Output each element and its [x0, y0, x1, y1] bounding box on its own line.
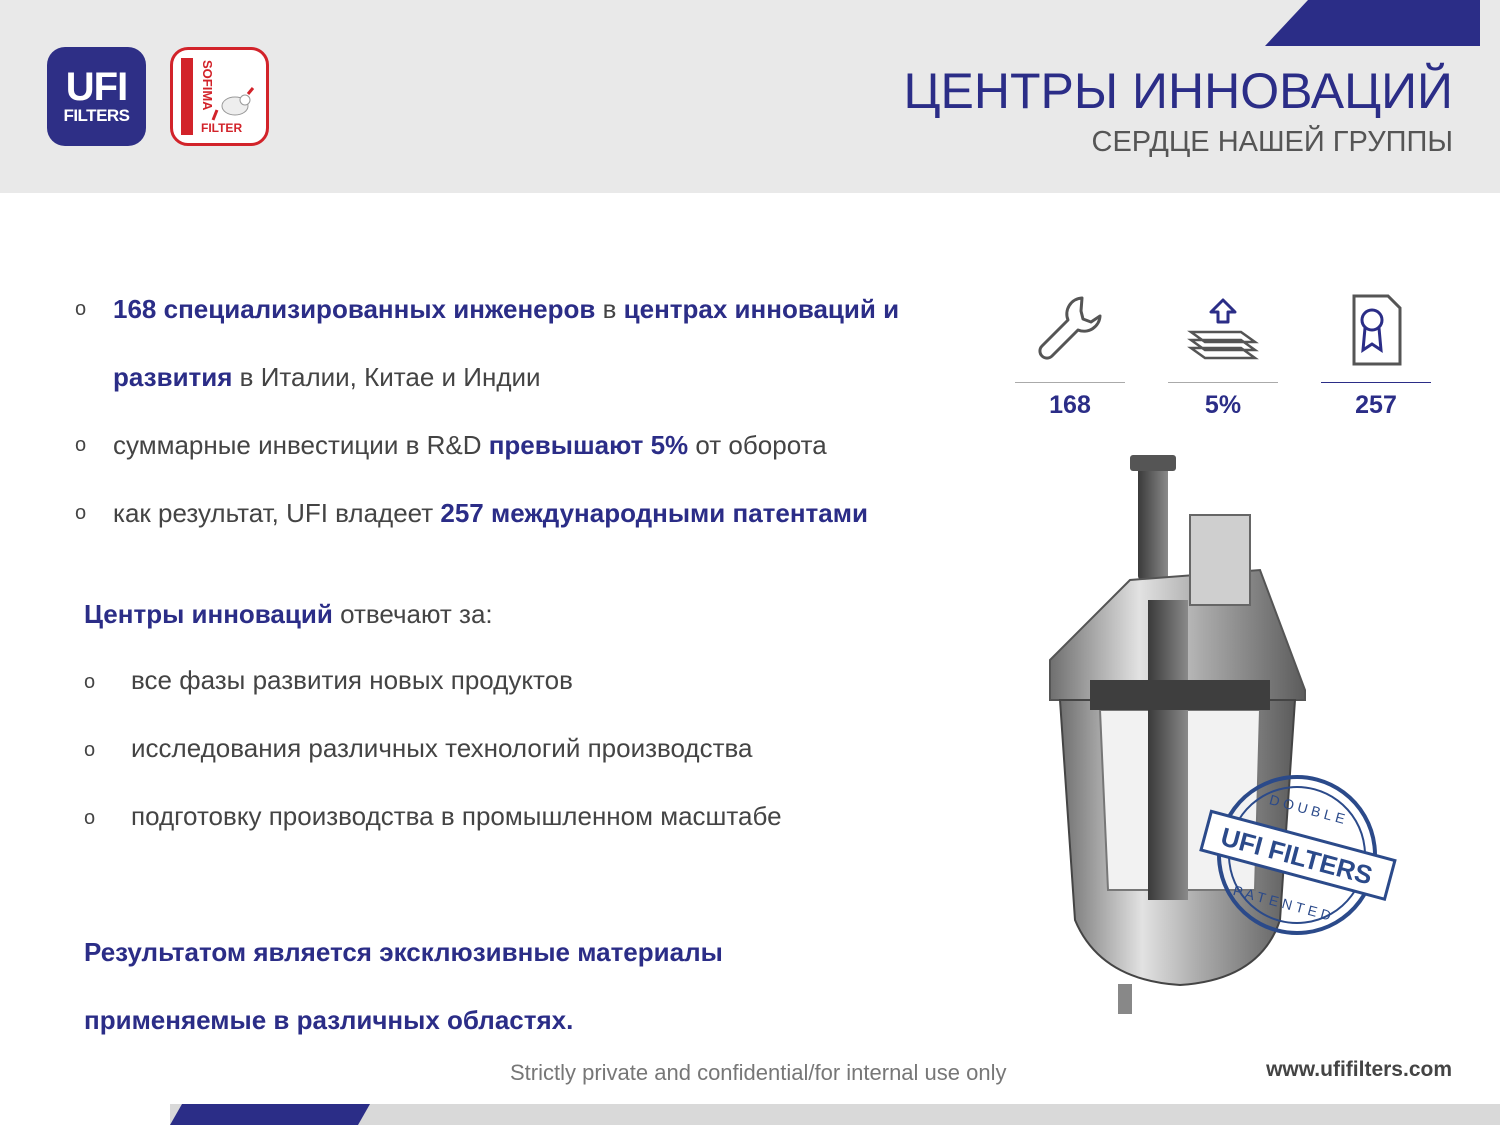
investment-stack-icon	[1183, 290, 1263, 370]
bullet-marker: o	[84, 807, 96, 829]
stat-divider	[1168, 382, 1278, 383]
text-bold: 168 специализированных инженеров	[113, 294, 596, 324]
stat-value: 5%	[1204, 391, 1242, 419]
list-item-text: исследования различных технологий производства	[131, 733, 753, 763]
patent-certificate-icon	[1336, 290, 1416, 370]
text-bold: Центры инноваций	[84, 599, 333, 629]
stat-value: 257	[1355, 391, 1397, 419]
ufi-logo-subtext: FILTERS	[63, 106, 130, 125]
stat-value: 168	[1049, 391, 1091, 419]
list-item	[84, 782, 964, 850]
svg-text:SOFIMA: SOFIMA	[200, 60, 215, 111]
list-item	[84, 646, 964, 714]
text-normal: отвечают за:	[332, 599, 493, 629]
bullet-marker: o	[84, 739, 96, 761]
bullet-marker: o	[84, 671, 96, 693]
header	[0, 0, 1500, 193]
list-item-text: все фазы развития новых продуктов	[131, 665, 573, 695]
stat-patents	[1321, 290, 1431, 420]
footer-bar	[170, 1104, 1500, 1125]
responsibilities-title	[84, 582, 964, 646]
key-facts-list	[75, 275, 955, 547]
list-item	[75, 411, 955, 479]
text-normal: суммарные инвестиции в R&D	[113, 430, 489, 460]
page-title: ЦЕНТРЫ ИННОВАЦИЙ	[903, 63, 1453, 119]
result-statement	[84, 918, 964, 1054]
list-item	[84, 714, 964, 782]
bullet-marker: o	[75, 502, 87, 524]
text-normal: в Италии, Китае и Индии	[232, 362, 541, 392]
stat-investment	[1168, 290, 1278, 420]
footer-accent	[170, 1104, 370, 1125]
text-normal: от оборота	[688, 430, 827, 460]
stat-divider	[1321, 382, 1431, 383]
text-normal: как результат, UFI владеет	[113, 498, 441, 528]
result-line: Результатом является эксклюзивные материалы	[84, 937, 723, 967]
text-normal: в	[595, 294, 624, 324]
website-link[interactable]: www.ufifilters.com	[1266, 1058, 1452, 1081]
text-bold: превышают 5%	[488, 430, 689, 460]
list-item	[75, 275, 955, 411]
list-item-text: подготовку производства в промышленном масштабе	[131, 801, 782, 831]
stat-divider	[1015, 382, 1125, 383]
double-patented-stamp	[1195, 765, 1400, 945]
stamp-bottom-text: PATENTED	[1231, 882, 1337, 925]
wrench-icon	[1030, 290, 1110, 370]
text-bold: 257 международными патентами	[440, 498, 868, 528]
text-bold: центрах инноваций и развития	[113, 294, 900, 392]
stamp-top-text: DOUBLE	[1267, 791, 1351, 828]
stamp-middle-text: UFI FILTERS	[1217, 821, 1376, 891]
stats-panel	[1015, 290, 1435, 430]
result-line: применяемые в различных областях.	[84, 1005, 574, 1035]
svg-text:FILTER: FILTER	[201, 121, 243, 135]
sofima-filter-logo	[170, 47, 269, 146]
sofima-logo-graphic	[173, 50, 266, 143]
bullet-marker: o	[75, 434, 87, 456]
confidentiality-note: Strictly private and confidential/for internal use only	[510, 1060, 1007, 1085]
bullet-marker: o	[75, 298, 87, 320]
page-subtitle: СЕРДЦЕ НАШЕЙ ГРУППЫ	[1091, 126, 1453, 158]
stat-engineers	[1015, 290, 1125, 420]
list-item	[75, 479, 955, 547]
top-accent-stripe	[1265, 0, 1480, 46]
ufi-filters-logo	[47, 47, 146, 146]
ufi-logo-text: UFI	[65, 65, 128, 109]
responsibilities-section	[84, 582, 964, 850]
